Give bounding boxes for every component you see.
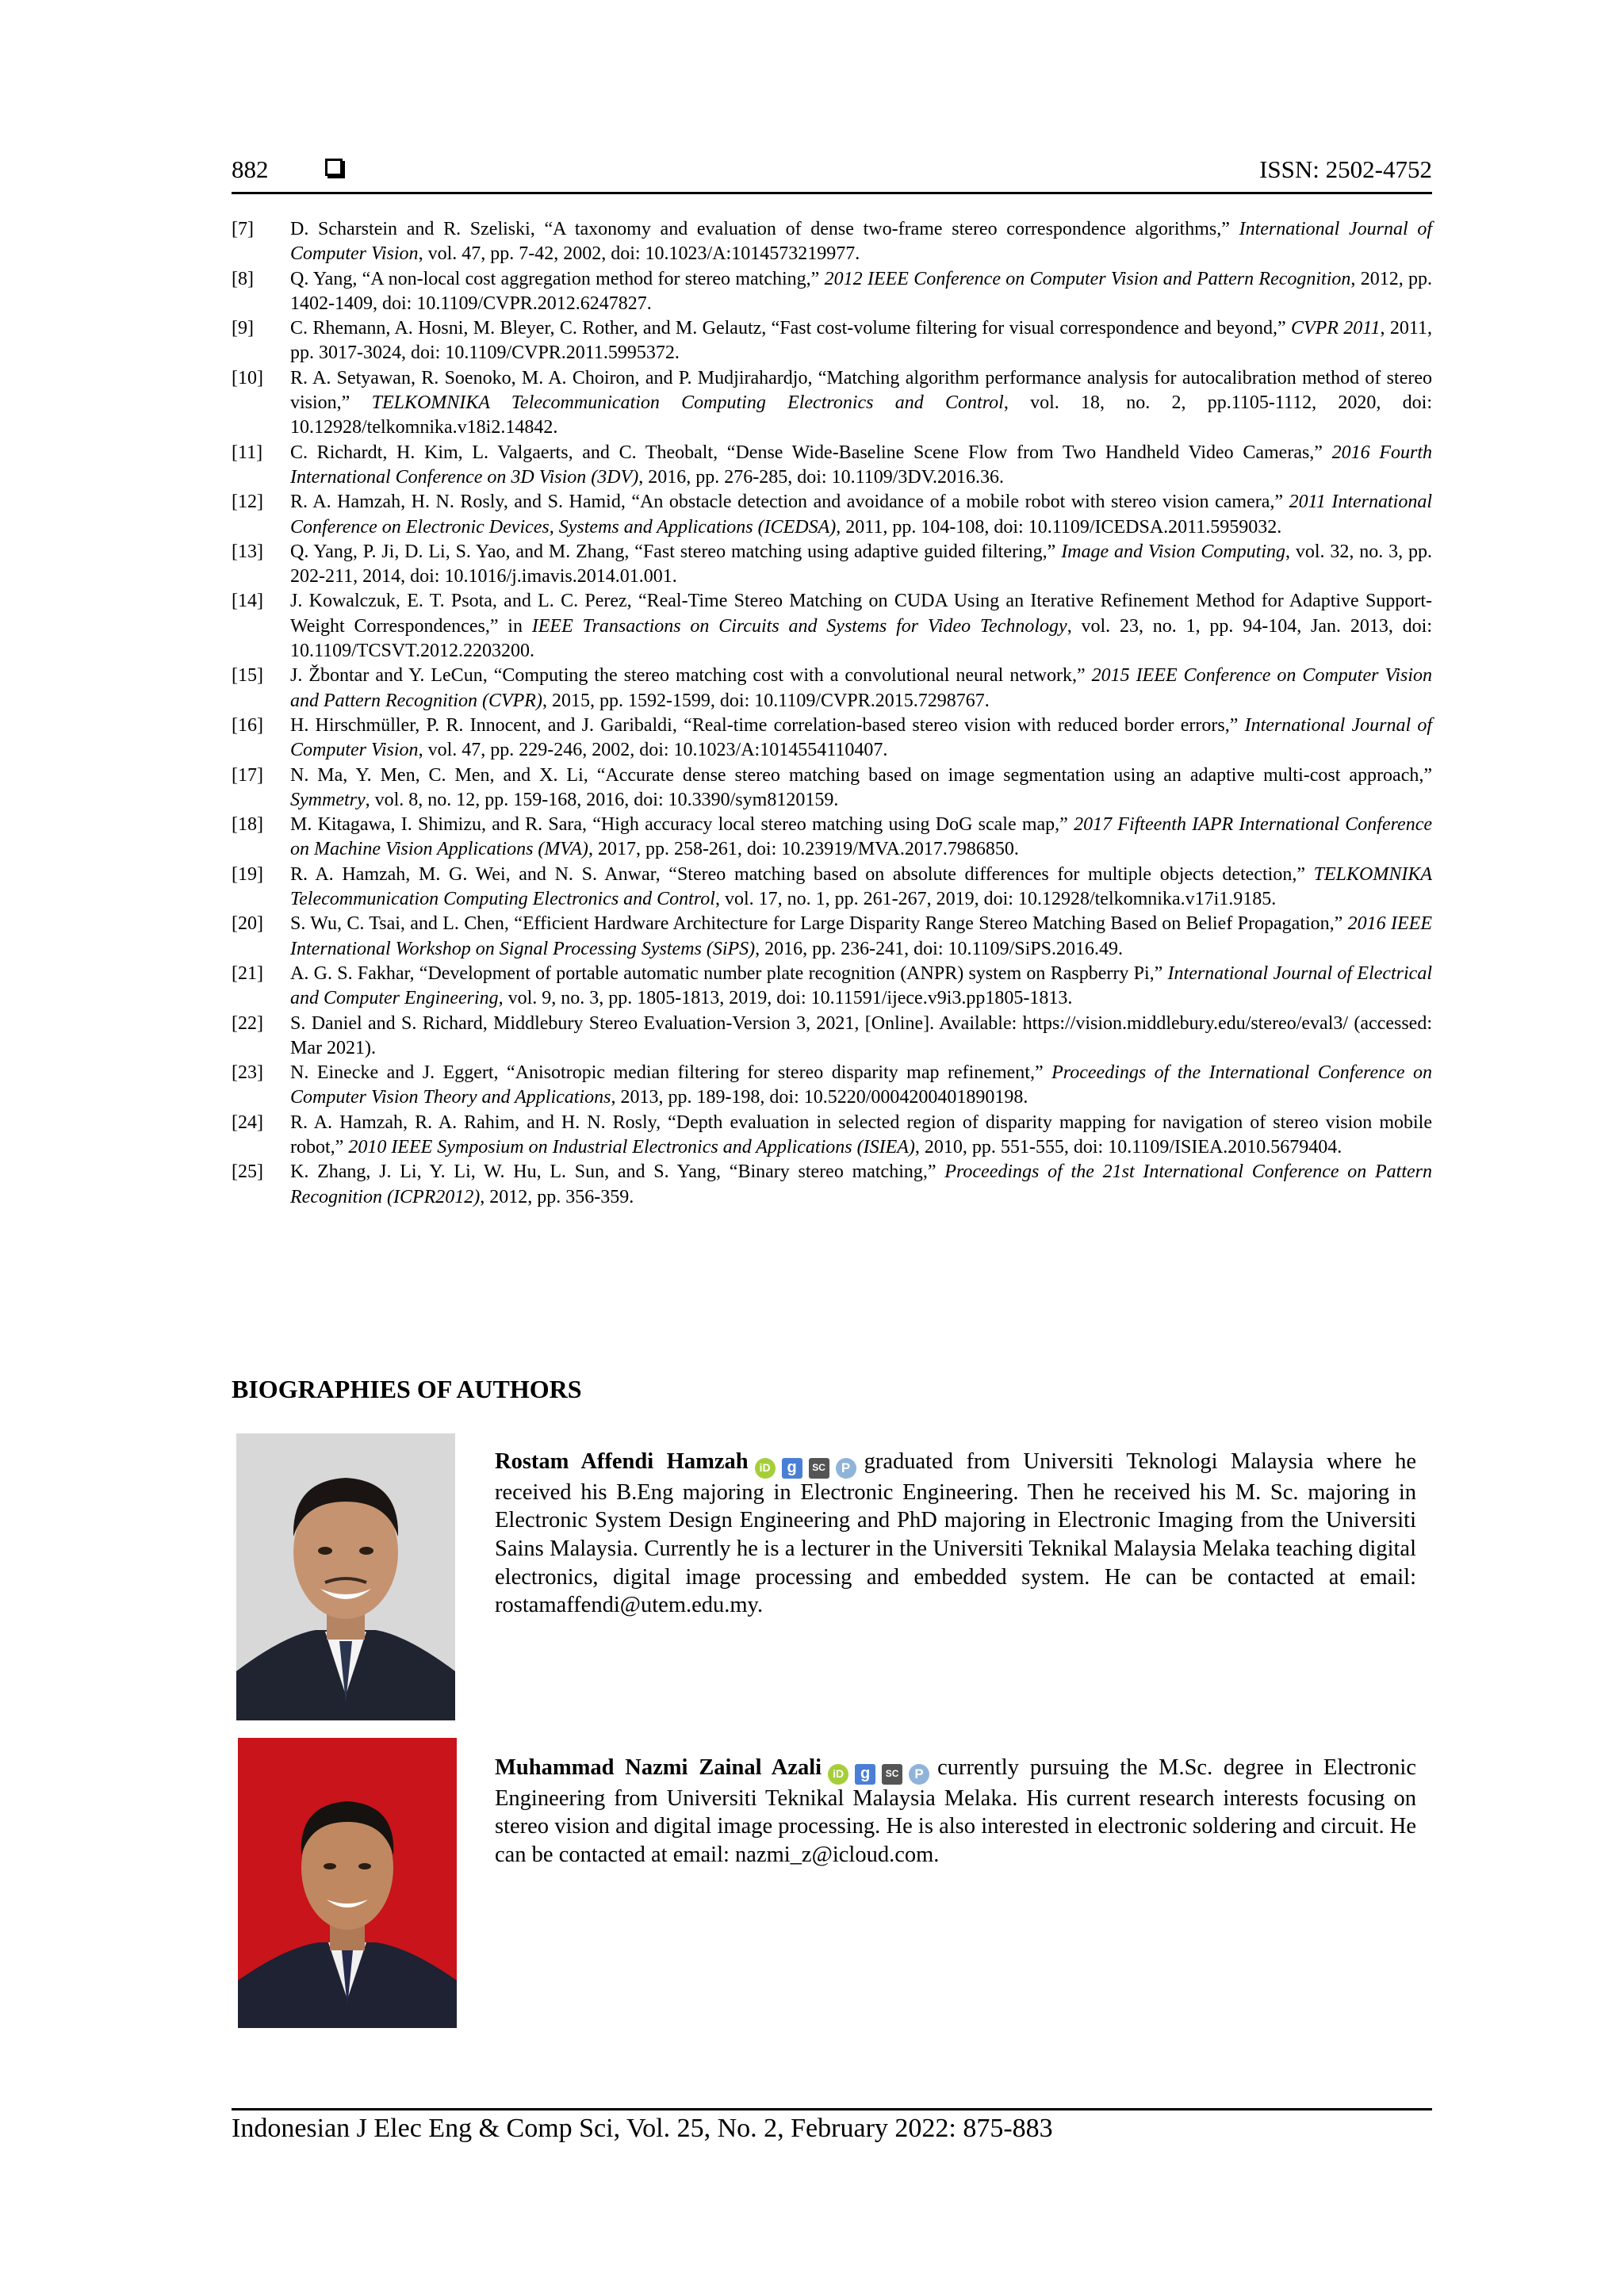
author-photo-azali bbox=[238, 1738, 457, 2028]
reference-text: C. Rhemann, A. Hosni, M. Bleyer, C. Rother, and M. Gelautz, “Fast cost-volume filtering for visual correspondence and beyond,” CVPR 2011, 2011, pp. 3017-3024, doi: 10.1109/CVPR.2011.5995372. bbox=[290, 318, 1432, 364]
reference-item bbox=[232, 813, 1432, 863]
reference-number: [9] bbox=[232, 318, 254, 339]
reference-number: [24] bbox=[232, 1112, 263, 1133]
reference-text: J. Kowalczuk, E. T. Psota, and L. C. Perez, “Real-Time Stereo Matching on CUDA Using an Iterative Refinement Method for Adaptive Support-Weight Correspondences,” in IEEE Transactions on Circuits and Systems for Video Technology, vol. 23, no. 1, pp. 94-104, Jan. 2013, doi: 10.1109/TCSVT.2012.2203200. bbox=[290, 591, 1432, 662]
reference-number: [12] bbox=[232, 492, 263, 513]
biographies-heading: BIOGRAPHIES OF AUTHORS bbox=[232, 1375, 582, 1403]
reference-text: S. Wu, C. Tsai, and L. Chen, “Efficient Hardware Architecture for Large Disparity Range Stereo Matching Based on Belief Propagation,” 2016 IEEE International Workshop on Signal Processing Systems (SiPS), 2016, pp. 236-241, doi: 10.1109/SiPS.2016.49. bbox=[290, 913, 1432, 959]
author-bio-text: graduated from Universiti Teknologi Malaysia where he received his B.Eng majoring in Electronic Engineering. Then he received his M. Sc. majoring in Electronic System Design Engineering and PhD majoring in Electronic Imaging from the Universiti Sains Malaysia. Currently he is a lecturer in the Universiti Teknikal Malaysia Melaka teaching digital electronics, digital image processing and embedded system. He can be contacted at email: rostamaffendi@utem.edu.my. bbox=[495, 1449, 1417, 1618]
author-name: Muhammad Nazmi Zainal Azali bbox=[495, 1755, 822, 1780]
scopus-icon[interactable]: SC bbox=[809, 1458, 829, 1479]
page-header bbox=[232, 155, 1432, 195]
reference-item bbox=[232, 912, 1432, 962]
page-number: 882 bbox=[232, 155, 269, 183]
reference-number: [10] bbox=[232, 367, 263, 388]
reference-text: Q. Yang, “A non-local cost aggregation method for stereo matching,” 2012 IEEE Conference on Computer Vision and Pattern Recognition, 2012, pp. 1402-1409, doi: 10.1109/CVPR.2012.6247827. bbox=[290, 268, 1433, 314]
author-bio-azali bbox=[495, 1754, 1416, 1869]
reference-number: [8] bbox=[232, 268, 254, 289]
reference-text: R. A. Setyawan, R. Soenoko, M. A. Choiron, and P. Mudjirahardjo, “Matching algorithm performance analysis for autocalibration method of stereo vision,” TELKOMNIKA Telecommunication Computing Electronics and Control, vol. 18, no. 2, pp.1105-1112, 2020, doi: 10.12928/telkomnika.v18i2.14842. bbox=[290, 367, 1432, 438]
reference-number: [21] bbox=[232, 962, 263, 984]
page-footer: Indonesian J Elec Eng & Comp Sci, Vol. 25, No. 2, February 2022: 875-883 bbox=[232, 2114, 1053, 2143]
reference-item bbox=[232, 267, 1432, 317]
reference-number: [7] bbox=[232, 219, 254, 239]
reference-item bbox=[232, 490, 1432, 540]
reference-text: Q. Yang, P. Ji, D. Li, S. Yao, and M. Zhang, “Fast stereo matching using adaptive guided filtering,” Image and Vision Computing, vol. 32, no. 3, pp. 202-211, 2014, doi: 10.1016/j.imavis.2014.01.001. bbox=[290, 541, 1433, 587]
publons-icon[interactable]: P bbox=[836, 1458, 856, 1479]
author-bio-hamzah bbox=[495, 1448, 1416, 1620]
reference-text: H. Hirschmüller, P. R. Innocent, and J. Garibaldi, “Real-time correlation-based stereo vision with reduced border errors,” International Journal of Computer Vision, vol. 47, pp. 229-246, 2002, doi: 10.1023/A:1014554110407. bbox=[290, 714, 1433, 761]
reference-item bbox=[232, 441, 1432, 491]
reference-number: [25] bbox=[232, 1161, 263, 1183]
reference-text: R. A. Hamzah, M. G. Wei, and N. S. Anwar, “Stereo matching based on absolute differences for multiple objects detection,” TELKOMNIKA Telecommunication Computing Electronics and Control, vol. 17, no. 1, pp. 261-267, 2019, doi: 10.12928/telkomnika.v17i1.9185. bbox=[290, 863, 1432, 910]
reference-text: D. Scharstein and R. Szeliski, “A taxonomy and evaluation of dense two-frame stereo correspondence algorithms,” International Journal of Computer Vision, vol. 47, pp. 7-42, 2002, doi: 10.1023/A:1014573219977. bbox=[290, 219, 1433, 265]
reference-text: M. Kitagawa, I. Shimizu, and R. Sara, “High accuracy local stereo matching using DoG scale map,” 2017 Fifteenth IAPR International Conference on Machine Vision Applications (MVA), 2017, pp. 258-261, doi: 10.23919/MVA.2017.7986850. bbox=[290, 814, 1433, 860]
author-bio-text: currently pursuing the M.Sc. degree in Electronic Engineering from Universiti Teknikal Malaysia Melaka. His current research interests focusing on stereo vision and digital image processing. He is also interested in electronic soldering and circuit. He can be contacted at email: nazmi_z@icloud.com. bbox=[495, 1755, 1416, 1867]
issn-label: ISSN: 2502-4752 bbox=[1259, 155, 1432, 183]
footer-rule bbox=[232, 2108, 1432, 2110]
reference-number: [23] bbox=[232, 1062, 263, 1084]
reference-item bbox=[232, 962, 1432, 1012]
reference-item bbox=[232, 217, 1432, 267]
google-scholar-icon[interactable]: g bbox=[782, 1458, 802, 1479]
reference-number: [22] bbox=[232, 1012, 263, 1034]
reference-text: C. Richardt, H. Kim, L. Valgaerts, and C. Theobalt, “Dense Wide-Baseline Scene Flow from Two Handheld Video Cameras,” 2016 Fourth International Conference on 3D Vision (3DV), 2016, pp. 276-285, doi: 10.1109/3DV.2016.36. bbox=[290, 442, 1432, 488]
reference-item bbox=[232, 1160, 1432, 1210]
reference-text: S. Daniel and S. Richard, Middlebury Stereo Evaluation-Version 3, 2021, [Online]. Available: https://vision.middlebury.edu/stereo/eval3/ (accessed: Mar 2021). bbox=[290, 1012, 1432, 1058]
reference-text: J. Žbontar and Y. LeCun, “Computing the stereo matching cost with a convolutional neural network,” 2015 IEEE Conference on Computer Vision and Pattern Recognition (CVPR), 2015, pp. 1592-1599, doi: 10.1109/CVPR.2015.7298767. bbox=[290, 665, 1433, 711]
reference-text: R. A. Hamzah, H. N. Rosly, and S. Hamid, “An obstacle detection and avoidance of a mobile robot with stereo vision camera,” 2011 International Conference on Electronic Devices, Systems and Applications (ICEDSA), 2011, pp. 104-108, doi: 10.1109/ICEDSA.2011.5959032. bbox=[290, 492, 1433, 538]
reference-item bbox=[232, 763, 1432, 813]
reference-number: [19] bbox=[232, 863, 263, 885]
orcid-icon[interactable]: iD bbox=[755, 1458, 776, 1479]
header-rule bbox=[232, 192, 1432, 194]
reference-text: N. Ma, Y. Men, C. Men, and X. Li, “Accurate dense stereo matching based on image segmentation using an adaptive multi-cost approach,” Symmetry, vol. 8, no. 12, pp. 159-168, 2016, doi: 10.3390/sym8120159. bbox=[290, 764, 1432, 810]
reference-item bbox=[232, 1111, 1432, 1161]
reference-number: [15] bbox=[232, 665, 263, 687]
reference-item bbox=[232, 664, 1432, 714]
google-scholar-icon[interactable]: g bbox=[855, 1764, 875, 1785]
reference-number: [14] bbox=[232, 591, 263, 612]
reference-item bbox=[232, 366, 1432, 441]
reference-list bbox=[232, 217, 1432, 1210]
author-name: Rostam Affendi Hamzah bbox=[495, 1449, 749, 1474]
reference-item bbox=[232, 1012, 1432, 1062]
orcid-icon[interactable]: iD bbox=[828, 1764, 848, 1785]
reference-text: R. A. Hamzah, R. A. Rahim, and H. N. Rosly, “Depth evaluation in selected region of disparity mapping for navigation of stereo vision mobile robot,” 2010 IEEE Symposium on Industrial Electronics and Applications (ISIEA), 2010, pp. 551-555, doi: 10.1109/ISIEA.2010.5679404. bbox=[290, 1112, 1432, 1158]
reference-number: [20] bbox=[232, 913, 263, 935]
reference-number: [13] bbox=[232, 541, 263, 562]
reference-item bbox=[232, 714, 1432, 763]
reference-text: A. G. S. Fakhar, “Development of portable automatic number plate recognition (ANPR) system on Raspberry Pi,” International Journal of Electrical and Computer Engineering, vol. 9, no. 3, pp. 1805-1813, 2019, doi: 10.11591/ijece.v9i3.pp1805-1813. bbox=[290, 962, 1432, 1009]
reference-item bbox=[232, 540, 1432, 590]
reference-number: [11] bbox=[232, 442, 263, 463]
reference-number: [18] bbox=[232, 814, 263, 836]
checkbox-square-icon bbox=[325, 159, 343, 176]
scopus-icon[interactable]: SC bbox=[882, 1764, 902, 1785]
reference-item bbox=[232, 863, 1432, 913]
reference-number: [16] bbox=[232, 714, 263, 736]
reference-item bbox=[232, 589, 1432, 664]
reference-number: [17] bbox=[232, 764, 263, 786]
reference-text: N. Einecke and J. Eggert, “Anisotropic median filtering for stereo disparity map refinement,” Proceedings of the International Conference on Computer Vision Theory and Applications, 2013, pp. 189-198, doi: 10.5220/0004200401890198. bbox=[290, 1062, 1433, 1108]
reference-text: K. Zhang, J. Li, Y. Li, W. Hu, L. Sun, and S. Yang, “Binary stereo matching,” Proceedings of the 21st International Conference on Pattern Recognition (ICPR2012), 2012, pp. 356-359. bbox=[290, 1161, 1433, 1207]
publons-icon[interactable]: P bbox=[909, 1764, 929, 1785]
reference-item bbox=[232, 316, 1432, 366]
author-photo-hamzah bbox=[236, 1433, 455, 1720]
reference-item bbox=[232, 1061, 1432, 1111]
